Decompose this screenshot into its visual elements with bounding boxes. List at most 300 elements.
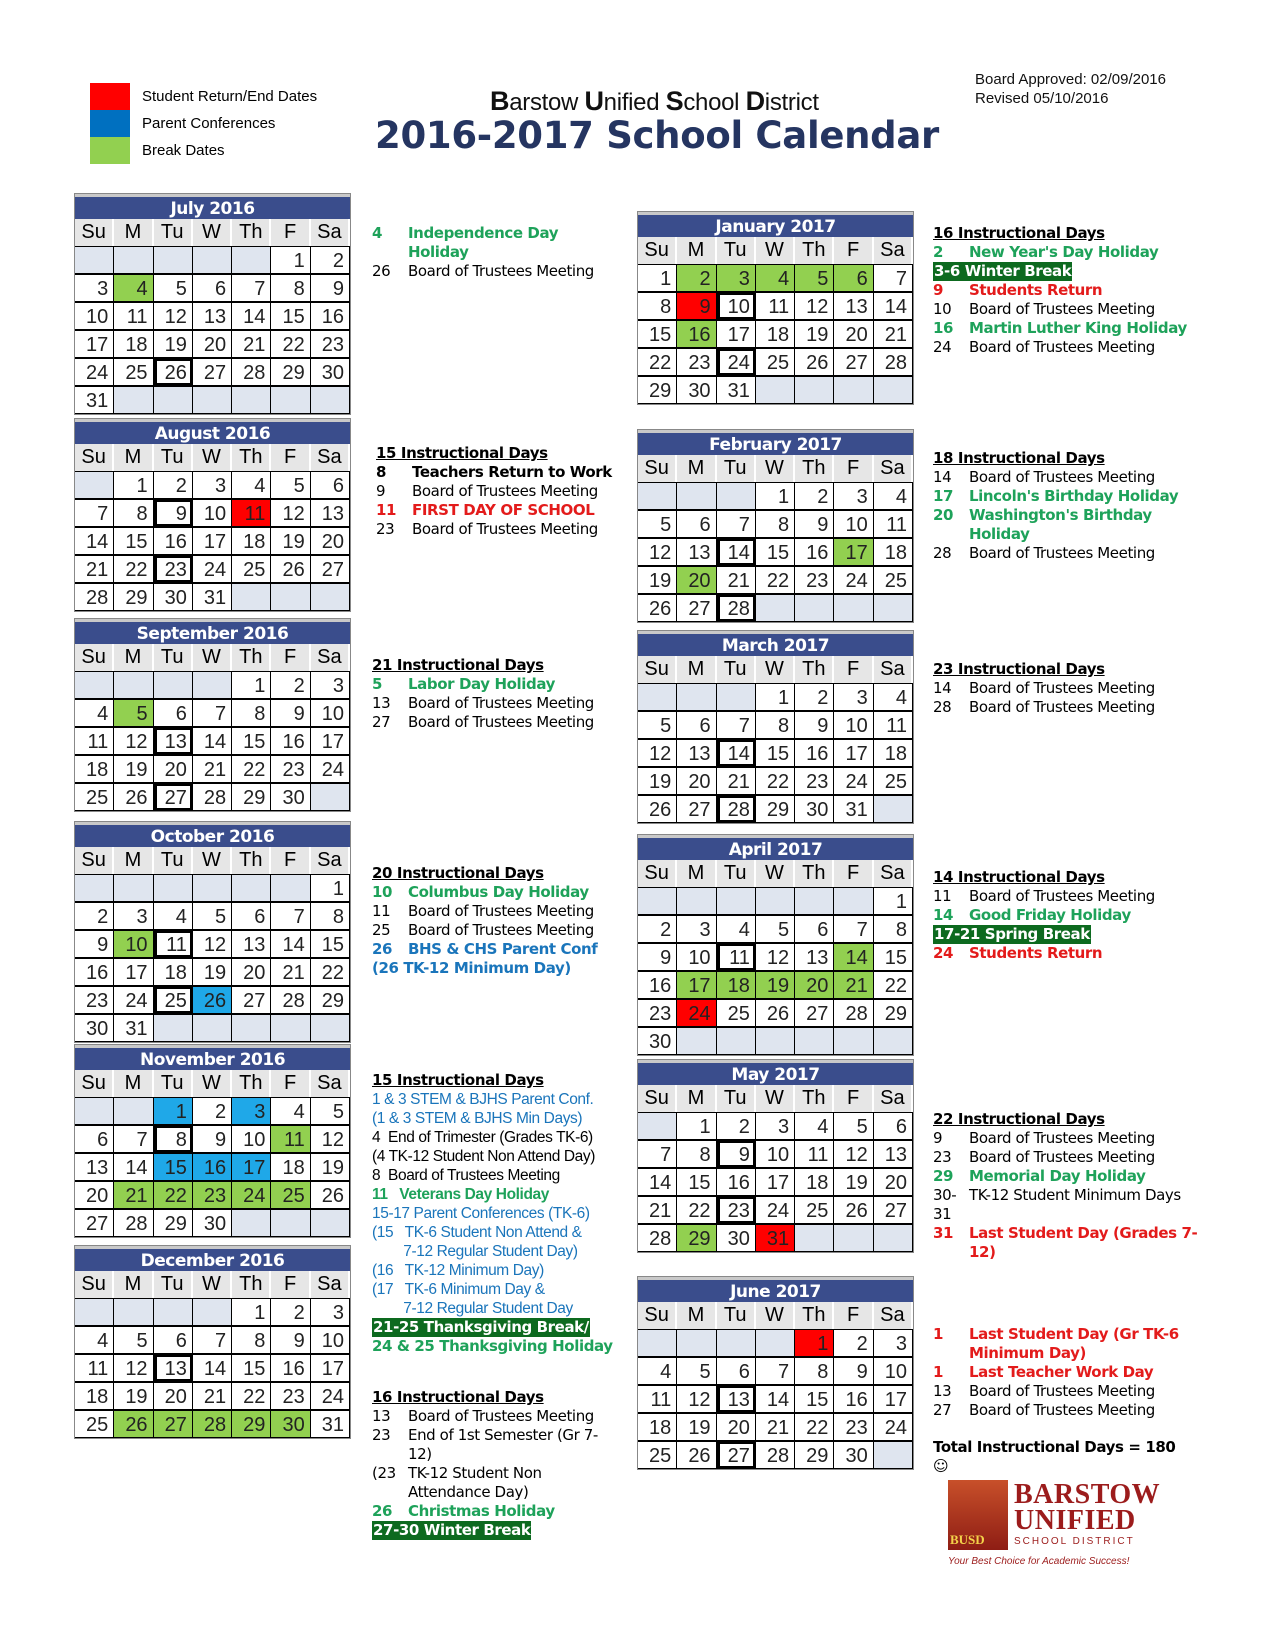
day-cell: 14 <box>717 538 756 566</box>
day-cell: 20 <box>677 566 716 594</box>
instructional-days-heading: 23 Instructional Days <box>933 660 1105 678</box>
empty-day <box>834 376 873 404</box>
month-calendar <box>637 1276 914 1470</box>
instructional-days-heading: 18 Instructional Days <box>933 449 1105 467</box>
note-item: 9 Board of Trustees Meeting <box>376 482 598 500</box>
district-name: Barstow Unified School District <box>490 86 819 116</box>
day-cell: 11 <box>756 292 795 320</box>
day-cell: 7 <box>193 1326 232 1354</box>
weekday-header: F <box>271 444 310 471</box>
day-cell: 28 <box>717 594 756 622</box>
day-cell: 1 <box>271 246 310 274</box>
day-cell: 19 <box>271 527 310 555</box>
day-cell: 17 <box>232 1153 271 1181</box>
legend-item <box>90 83 317 110</box>
day-cell: 15 <box>795 1385 834 1413</box>
day-cell: 28 <box>834 999 873 1027</box>
note-item: (17 TK-6 Minimum Day & <box>372 1281 545 1298</box>
day-cell: 10 <box>834 510 873 538</box>
day-cell: 20 <box>795 971 834 999</box>
empty-day <box>75 246 114 274</box>
day-cell: 14 <box>717 739 756 767</box>
note-item: 2 New Year's Day Holiday <box>933 243 1159 261</box>
empty-day <box>834 887 873 915</box>
day-cell: 7 <box>232 274 271 302</box>
empty-day <box>193 671 232 699</box>
weekday-header: Tu <box>154 847 193 874</box>
day-cell: 27 <box>677 594 716 622</box>
day-cell: 14 <box>271 930 310 958</box>
empty-day <box>795 376 834 404</box>
instructional-days-heading: 16 Instructional Days <box>933 224 1105 242</box>
day-cell: 2 <box>154 471 193 499</box>
day-cell: 23 <box>638 999 677 1027</box>
day-cell: 8 <box>874 915 913 943</box>
day-cell: 2 <box>677 264 716 292</box>
note-item: 14 Board of Trustees Meeting <box>933 679 1155 697</box>
day-cell: 28 <box>75 583 114 611</box>
day-cell: 1 <box>154 1097 193 1125</box>
day-cell: 13 <box>874 1140 913 1168</box>
day-cell: 3 <box>311 671 350 699</box>
day-cell: 20 <box>193 330 232 358</box>
day-cell: 27 <box>834 348 873 376</box>
day-cell: 28 <box>114 1209 153 1237</box>
day-cell: 2 <box>795 683 834 711</box>
weekday-header: M <box>114 1271 153 1298</box>
day-cell: 16 <box>834 1385 873 1413</box>
red-swatch <box>90 83 130 110</box>
day-cell: 14 <box>193 1354 232 1382</box>
weekday-header: Sa <box>311 444 350 471</box>
day-cell: 18 <box>874 538 913 566</box>
day-cell: 1 <box>232 1298 271 1326</box>
empty-day <box>795 1224 834 1252</box>
legend-label: Parent Conferences <box>142 115 276 132</box>
day-cell: 13 <box>677 739 716 767</box>
weekday-header: Su <box>638 1302 677 1329</box>
green-swatch <box>90 137 130 164</box>
day-cell: 27 <box>874 1196 913 1224</box>
day-cell: 28 <box>874 348 913 376</box>
day-cell: 22 <box>114 555 153 583</box>
day-cell: 2 <box>193 1097 232 1125</box>
day-cell: 26 <box>154 358 193 386</box>
weekday-header: M <box>114 219 153 246</box>
day-cell: 6 <box>677 510 716 538</box>
day-cell: 11 <box>75 1354 114 1382</box>
note-item: 28 Board of Trustees Meeting <box>933 698 1155 716</box>
month-title: May 2017 <box>638 1060 913 1085</box>
day-cell: 31 <box>834 795 873 823</box>
day-cell: 21 <box>75 555 114 583</box>
weekday-header: W <box>193 847 232 874</box>
empty-day <box>795 887 834 915</box>
empty-day <box>232 1209 271 1237</box>
empty-day <box>717 1027 756 1055</box>
day-cell: 30 <box>311 358 350 386</box>
day-cell: 10 <box>874 1357 913 1385</box>
day-cell: 13 <box>154 1354 193 1382</box>
day-cell: 17 <box>834 538 873 566</box>
notes-april <box>933 868 1203 963</box>
month-calendar <box>637 429 914 623</box>
note-item: 4 End of Trimester (Grades TK-6) <box>372 1129 593 1146</box>
day-cell: 25 <box>232 555 271 583</box>
day-cell: 29 <box>756 795 795 823</box>
day-cell: 24 <box>717 348 756 376</box>
instructional-days-heading: 14 Instructional Days <box>933 868 1105 886</box>
note-item: 27 Board of Trustees Meeting <box>372 713 594 731</box>
empty-day <box>677 1027 716 1055</box>
note-item: 17 Lincoln's Birthday Holiday <box>933 487 1179 505</box>
day-cell: 26 <box>638 795 677 823</box>
day-cell: 30 <box>154 583 193 611</box>
day-cell: 12 <box>193 930 232 958</box>
note-item: 13 Board of Trustees Meeting <box>372 694 594 712</box>
note-item: 11 Board of Trustees Meeting <box>933 887 1155 905</box>
note-item: 10 Board of Trustees Meeting <box>933 300 1155 318</box>
weekday-header: Th <box>795 860 834 887</box>
weekday-header: M <box>677 455 716 482</box>
empty-day <box>193 1014 232 1042</box>
day-cell: 29 <box>114 583 153 611</box>
empty-day <box>114 874 153 902</box>
day-cell: 13 <box>232 930 271 958</box>
note-item: 7-12 Regular Student Day <box>372 1300 573 1317</box>
day-cell: 16 <box>193 1153 232 1181</box>
weekday-header: Sa <box>311 219 350 246</box>
day-cell: 12 <box>834 1140 873 1168</box>
weekday-header: Th <box>795 656 834 683</box>
day-cell: 16 <box>311 302 350 330</box>
day-cell: 14 <box>834 943 873 971</box>
note-item: 23 Board of Trustees Meeting <box>376 520 598 538</box>
day-cell: 17 <box>193 527 232 555</box>
weekday-header: Th <box>232 644 271 671</box>
weekday-header: Tu <box>717 1085 756 1112</box>
day-cell: 30 <box>795 795 834 823</box>
empty-day <box>756 1027 795 1055</box>
note-item: 9 Students Return <box>933 281 1103 299</box>
day-cell: 8 <box>756 510 795 538</box>
empty-day <box>638 482 677 510</box>
note-item: 10 Columbus Day Holiday <box>372 883 589 901</box>
day-cell: 9 <box>795 711 834 739</box>
day-cell: 5 <box>311 1097 350 1125</box>
day-cell: 16 <box>154 527 193 555</box>
weekday-header: F <box>834 1085 873 1112</box>
day-cell: 9 <box>795 510 834 538</box>
day-cell: 29 <box>874 999 913 1027</box>
day-cell: 29 <box>795 1441 834 1469</box>
empty-day <box>232 583 271 611</box>
day-cell: 12 <box>271 499 310 527</box>
day-cell: 20 <box>874 1168 913 1196</box>
day-cell: 21 <box>874 320 913 348</box>
day-cell: 18 <box>114 330 153 358</box>
day-cell: 3 <box>75 274 114 302</box>
day-cell: 26 <box>834 1196 873 1224</box>
empty-day <box>717 683 756 711</box>
weekday-header: Sa <box>874 237 913 264</box>
day-cell: 10 <box>677 943 716 971</box>
day-cell: 21 <box>756 1413 795 1441</box>
weekday-header: M <box>677 1085 716 1112</box>
day-cell: 16 <box>638 971 677 999</box>
day-cell: 15 <box>874 943 913 971</box>
day-cell: 7 <box>193 699 232 727</box>
day-cell: 19 <box>638 566 677 594</box>
day-cell: 2 <box>271 671 310 699</box>
day-cell: 24 <box>75 358 114 386</box>
day-cell: 14 <box>874 292 913 320</box>
day-cell: 27 <box>677 795 716 823</box>
note-item: 1 & 3 STEM & BJHS Parent Conf. <box>372 1091 594 1108</box>
day-cell: 13 <box>75 1153 114 1181</box>
weekday-header: W <box>193 219 232 246</box>
note-item: 9 Board of Trustees Meeting <box>933 1129 1155 1147</box>
note-item: 8 Board of Trustees Meeting <box>372 1167 560 1184</box>
note-item: (15 TK-6 Student Non Attend & <box>372 1224 582 1241</box>
day-cell: 8 <box>795 1357 834 1385</box>
day-cell: 29 <box>232 1410 271 1438</box>
day-cell: 6 <box>311 471 350 499</box>
day-cell: 9 <box>271 1326 310 1354</box>
weekday-header: M <box>114 1070 153 1097</box>
day-cell: 11 <box>271 1125 310 1153</box>
legend-item <box>90 110 317 137</box>
empty-day <box>874 376 913 404</box>
day-cell: 22 <box>311 958 350 986</box>
day-cell: 11 <box>114 302 153 330</box>
day-cell: 16 <box>795 739 834 767</box>
day-cell: 26 <box>193 986 232 1014</box>
day-cell: 19 <box>795 320 834 348</box>
note-item: 14 Good Friday Holiday <box>933 906 1131 924</box>
weekday-header: W <box>756 656 795 683</box>
day-cell: 12 <box>114 727 153 755</box>
day-cell: 30 <box>75 1014 114 1042</box>
break-band: 17-21 Spring Break <box>934 925 1090 943</box>
empty-day <box>193 386 232 414</box>
day-cell: 23 <box>717 1196 756 1224</box>
weekday-header: M <box>677 237 716 264</box>
day-cell: 20 <box>75 1181 114 1209</box>
day-cell: 1 <box>677 1112 716 1140</box>
empty-day <box>154 386 193 414</box>
notes-may <box>933 1110 1203 1262</box>
day-cell: 28 <box>717 795 756 823</box>
weekday-header: Th <box>795 1302 834 1329</box>
empty-day <box>874 1441 913 1469</box>
day-cell: 12 <box>638 739 677 767</box>
month-title: September 2016 <box>75 619 350 644</box>
day-cell: 24 <box>834 566 873 594</box>
day-cell: 24 <box>677 999 716 1027</box>
note-item: 5 Labor Day Holiday <box>372 675 555 693</box>
day-cell: 14 <box>232 302 271 330</box>
empty-day <box>717 1329 756 1357</box>
day-cell: 19 <box>311 1153 350 1181</box>
weekday-header: Su <box>638 237 677 264</box>
day-cell: 31 <box>717 376 756 404</box>
note-item: 28 Board of Trustees Meeting <box>933 544 1155 562</box>
day-cell: 11 <box>717 943 756 971</box>
empty-day <box>638 887 677 915</box>
day-cell: 6 <box>795 915 834 943</box>
day-cell: 4 <box>795 1112 834 1140</box>
day-cell: 9 <box>311 274 350 302</box>
day-cell: 18 <box>271 1153 310 1181</box>
day-cell: 15 <box>638 320 677 348</box>
day-cell: 2 <box>795 482 834 510</box>
day-cell: 30 <box>193 1209 232 1237</box>
day-cell: 25 <box>874 767 913 795</box>
weekday-header: F <box>271 1070 310 1097</box>
day-cell: 4 <box>638 1357 677 1385</box>
weekday-header: W <box>193 1070 232 1097</box>
day-cell: 16 <box>271 727 310 755</box>
day-cell: 6 <box>677 711 716 739</box>
weekday-header: Tu <box>717 455 756 482</box>
day-cell: 20 <box>717 1413 756 1441</box>
month-calendar <box>74 618 351 812</box>
empty-day <box>834 1027 873 1055</box>
day-cell: 17 <box>834 739 873 767</box>
day-cell: 11 <box>232 499 271 527</box>
weekday-header: W <box>193 1271 232 1298</box>
weekday-header: Sa <box>311 1271 350 1298</box>
weekday-header: Sa <box>874 1085 913 1112</box>
day-cell: 9 <box>717 1140 756 1168</box>
day-cell: 25 <box>638 1441 677 1469</box>
empty-day <box>154 1298 193 1326</box>
note-item: 26 BHS & CHS Parent Conf <box>372 940 598 958</box>
day-cell: 15 <box>677 1168 716 1196</box>
day-cell: 13 <box>834 292 873 320</box>
day-cell: 1 <box>756 683 795 711</box>
day-cell: 27 <box>75 1209 114 1237</box>
notes-july <box>372 224 612 281</box>
weekday-header: F <box>271 219 310 246</box>
day-cell: 26 <box>638 594 677 622</box>
empty-day <box>874 795 913 823</box>
day-cell: 18 <box>75 755 114 783</box>
day-cell: 8 <box>232 1326 271 1354</box>
day-cell: 19 <box>114 1382 153 1410</box>
day-cell: 20 <box>232 958 271 986</box>
day-cell: 15 <box>232 1354 271 1382</box>
weekday-header: Tu <box>154 444 193 471</box>
day-cell: 2 <box>311 246 350 274</box>
day-cell: 17 <box>311 1354 350 1382</box>
day-cell: 6 <box>75 1125 114 1153</box>
instructional-days-heading: 20 Instructional Days <box>372 864 544 882</box>
day-cell: 30 <box>638 1027 677 1055</box>
day-cell: 17 <box>717 320 756 348</box>
month-calendar <box>637 211 914 405</box>
day-cell: 28 <box>193 783 232 811</box>
day-cell: 8 <box>756 711 795 739</box>
empty-day <box>756 376 795 404</box>
weekday-header: Th <box>795 455 834 482</box>
day-cell: 21 <box>193 1382 232 1410</box>
weekday-header: Su <box>75 847 114 874</box>
weekday-header: Th <box>795 237 834 264</box>
note-item: 24 Students Return <box>933 944 1103 962</box>
day-cell: 19 <box>756 971 795 999</box>
empty-day <box>677 1329 716 1357</box>
weekday-header: Su <box>75 1271 114 1298</box>
empty-day <box>154 671 193 699</box>
empty-day <box>271 1209 310 1237</box>
day-cell: 22 <box>677 1196 716 1224</box>
day-cell: 6 <box>154 699 193 727</box>
note-item: 24 Board of Trustees Meeting <box>933 338 1155 356</box>
day-cell: 18 <box>874 739 913 767</box>
day-cell: 5 <box>114 1326 153 1354</box>
break-band: 3-6 Winter Break <box>934 262 1072 280</box>
note-item: 13 Board of Trustees Meeting <box>933 1382 1155 1400</box>
day-cell: 3 <box>756 1112 795 1140</box>
day-cell: 24 <box>232 1181 271 1209</box>
day-cell: 30 <box>677 376 716 404</box>
day-cell: 7 <box>717 711 756 739</box>
empty-day <box>75 1097 114 1125</box>
day-cell: 9 <box>834 1357 873 1385</box>
day-cell: 12 <box>311 1125 350 1153</box>
day-cell: 24 <box>756 1196 795 1224</box>
day-cell: 28 <box>232 358 271 386</box>
empty-day <box>677 482 716 510</box>
day-cell: 12 <box>795 292 834 320</box>
day-cell: 22 <box>756 767 795 795</box>
month-title: January 2017 <box>638 212 913 237</box>
day-cell: 10 <box>193 499 232 527</box>
day-cell: 24 <box>193 555 232 583</box>
empty-day <box>638 1112 677 1140</box>
day-cell: 10 <box>75 302 114 330</box>
day-cell: 22 <box>874 971 913 999</box>
notes-october: 20 Instructional Days 10 Columbus Day Holiday 11 Board of Trustees Meeting 25 Board of Trustees Meeting 26 BHS & CHS Parent Conf (26 TK-12 Minimum Day) <box>372 864 622 978</box>
day-cell: 18 <box>756 320 795 348</box>
day-cell: 28 <box>756 1441 795 1469</box>
day-cell: 5 <box>677 1357 716 1385</box>
day-cell: 15 <box>271 302 310 330</box>
day-cell: 24 <box>874 1413 913 1441</box>
weekday-header: Th <box>232 1070 271 1097</box>
day-cell: 25 <box>154 986 193 1014</box>
empty-day <box>114 1298 153 1326</box>
day-cell: 1 <box>638 264 677 292</box>
day-cell: 6 <box>874 1112 913 1140</box>
day-cell: 12 <box>114 1354 153 1382</box>
legend-item <box>90 137 317 164</box>
total-instructional-days: Total Instructional Days = 180 <box>933 1438 1176 1456</box>
instructional-days-heading: 15 Instructional Days <box>376 444 548 462</box>
day-cell: 7 <box>271 902 310 930</box>
note-item: 20 Washington's Birthday Holiday <box>933 506 1152 543</box>
day-cell: 14 <box>638 1168 677 1196</box>
note-item: 31 Last Student Day (Grades 7-12) <box>933 1224 1198 1261</box>
notes-september <box>372 656 612 732</box>
day-cell: 8 <box>638 292 677 320</box>
day-cell: 7 <box>114 1125 153 1153</box>
month-calendar <box>74 418 351 612</box>
logo-mark: BUSD <box>948 1480 1008 1550</box>
day-cell: 26 <box>114 1410 153 1438</box>
